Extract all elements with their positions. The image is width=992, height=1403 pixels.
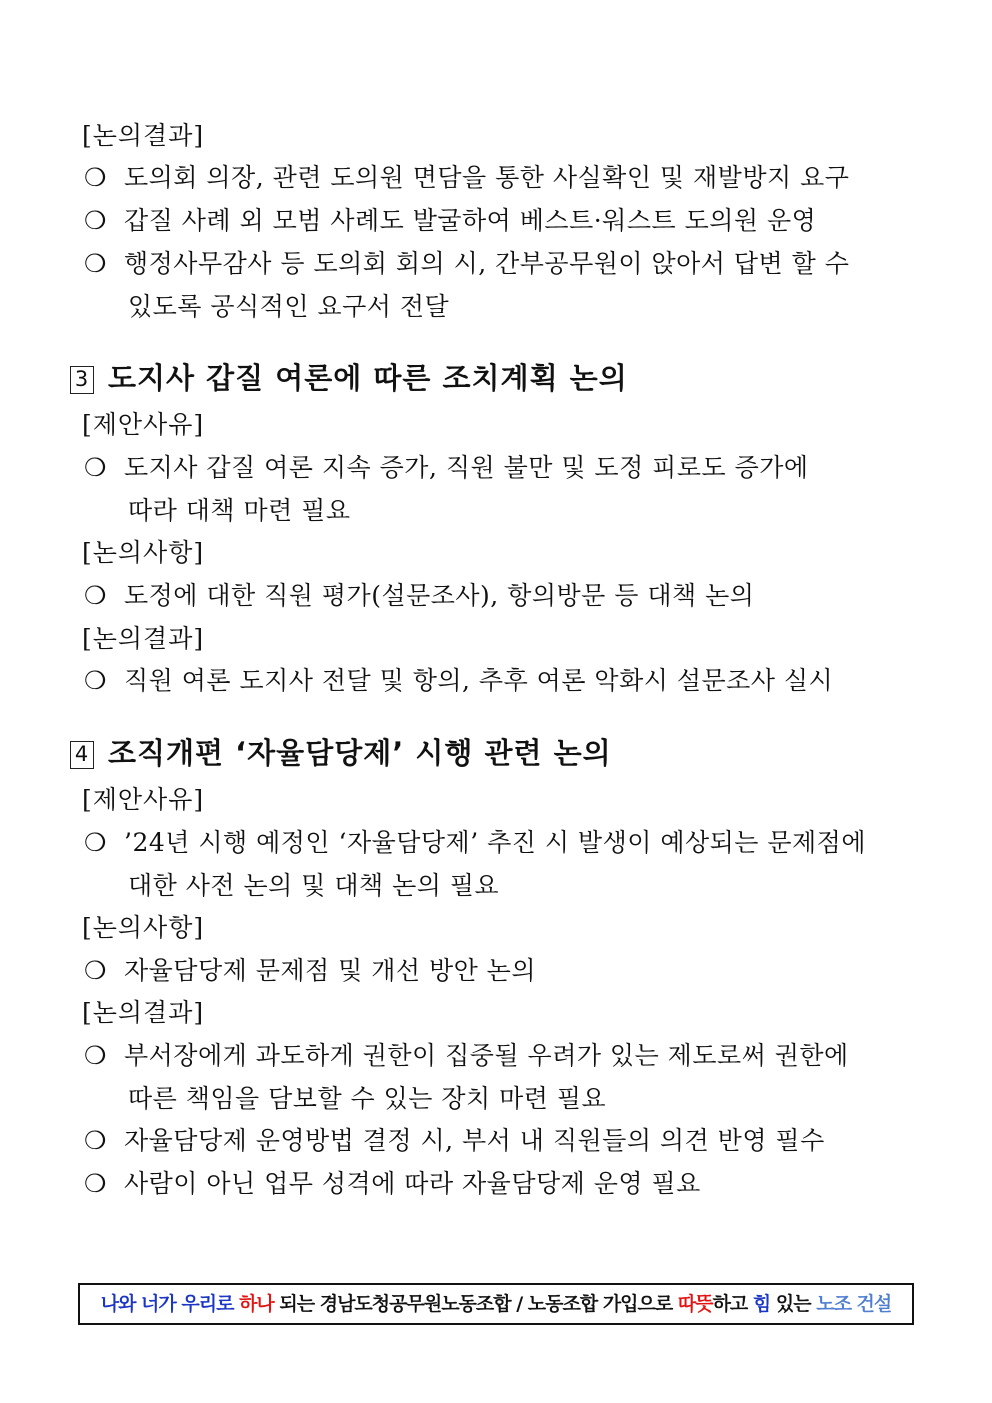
section3-result-item: ❍ 직원 여론 도지사 전달 및 항의, 추후 여론 악화시 설문조사 실시 (84, 666, 834, 695)
section4-number: 4 (70, 741, 94, 769)
circle-bullet-icon: ❍ (84, 581, 107, 610)
section2-result-item-1: ❍ 도의회 의장, 관련 도의원 면담을 통한 사실확인 및 재발방지 요구 (84, 163, 850, 192)
section4-reason-item: ❍ ’24년 시행 예정인 ‘자율담당제’ 추진 시 발생이 예상되는 문제점에 (84, 828, 866, 857)
section4-reason-item-continued: 대한 사전 논의 및 대책 논의 필요 (128, 871, 500, 900)
circle-bullet-icon: ❍ (84, 956, 107, 985)
section3-matters-item: ❍ 도정에 대한 직원 평가(설문조사), 항의방문 등 대책 논의 (84, 581, 755, 610)
section3-reason-item-continued: 따라 대책 마련 필요 (128, 496, 351, 525)
section3-matters-label: [논의사항] (82, 538, 205, 567)
circle-bullet-icon: ❍ (84, 453, 107, 482)
section4-result-item-1-continued: 따른 책임을 담보할 수 있는 장치 마련 필요 (128, 1084, 607, 1113)
circle-bullet-icon: ❍ (84, 249, 107, 278)
union-slogan-banner: 나와 너가 우리로 하나 되는 경남도청공무원노동조합 / 노동조합 가입으로 따뜻하고 힘 있는 노조 건설 (78, 1283, 914, 1325)
circle-bullet-icon: ❍ (84, 206, 107, 235)
circle-bullet-icon: ❍ (84, 1169, 107, 1198)
section4-matters-item: ❍ 자율담당제 문제점 및 개선 방안 논의 (84, 956, 536, 985)
circle-bullet-icon: ❍ (84, 1041, 107, 1070)
circle-bullet-icon: ❍ (84, 163, 107, 192)
circle-bullet-icon: ❍ (84, 1126, 107, 1155)
section3-reason-label: [제안사유] (82, 410, 205, 439)
section3-number: 3 (70, 366, 94, 394)
section2-result-label: [논의결과] (82, 121, 205, 150)
section3-reason-item: ❍ 도지사 갑질 여론 지속 증가, 직원 불만 및 도정 피로도 증가에 (84, 453, 809, 482)
section4-reason-label: [제안사유] (82, 785, 205, 814)
section4-result-item-2: ❍ 자율담당제 운영방법 결정 시, 부서 내 직원들의 의견 반영 필수 (84, 1126, 825, 1155)
section4-heading: 4 조직개편 ‘자율담당제’ 시행 관련 논의 (70, 731, 612, 772)
circle-bullet-icon: ❍ (84, 666, 107, 695)
section4-result-label: [논의결과] (82, 998, 205, 1027)
section3-result-label: [논의결과] (82, 624, 205, 653)
section3-heading: 3 도지사 갑질 여론에 따른 조치계획 논의 (70, 356, 628, 397)
section2-result-item-2: ❍ 갑질 사례 외 모범 사례도 발굴하여 베스트·워스트 도의원 운영 (84, 206, 817, 235)
section4-result-item-3: ❍ 사람이 아닌 업무 성격에 따라 자율담당제 운영 필요 (84, 1169, 701, 1198)
section4-matters-label: [논의사항] (82, 913, 205, 942)
section4-result-item-1: ❍ 부서장에게 과도하게 권한이 집중될 우려가 있는 제도로써 권한에 (84, 1041, 849, 1070)
section2-result-item-3-continued: 있도록 공식적인 요구서 전달 (128, 292, 450, 321)
circle-bullet-icon: ❍ (84, 828, 107, 857)
section2-result-item-3: ❍ 행정사무감사 등 도의회 회의 시, 간부공무원이 앉아서 답변 할 수 (84, 249, 850, 278)
